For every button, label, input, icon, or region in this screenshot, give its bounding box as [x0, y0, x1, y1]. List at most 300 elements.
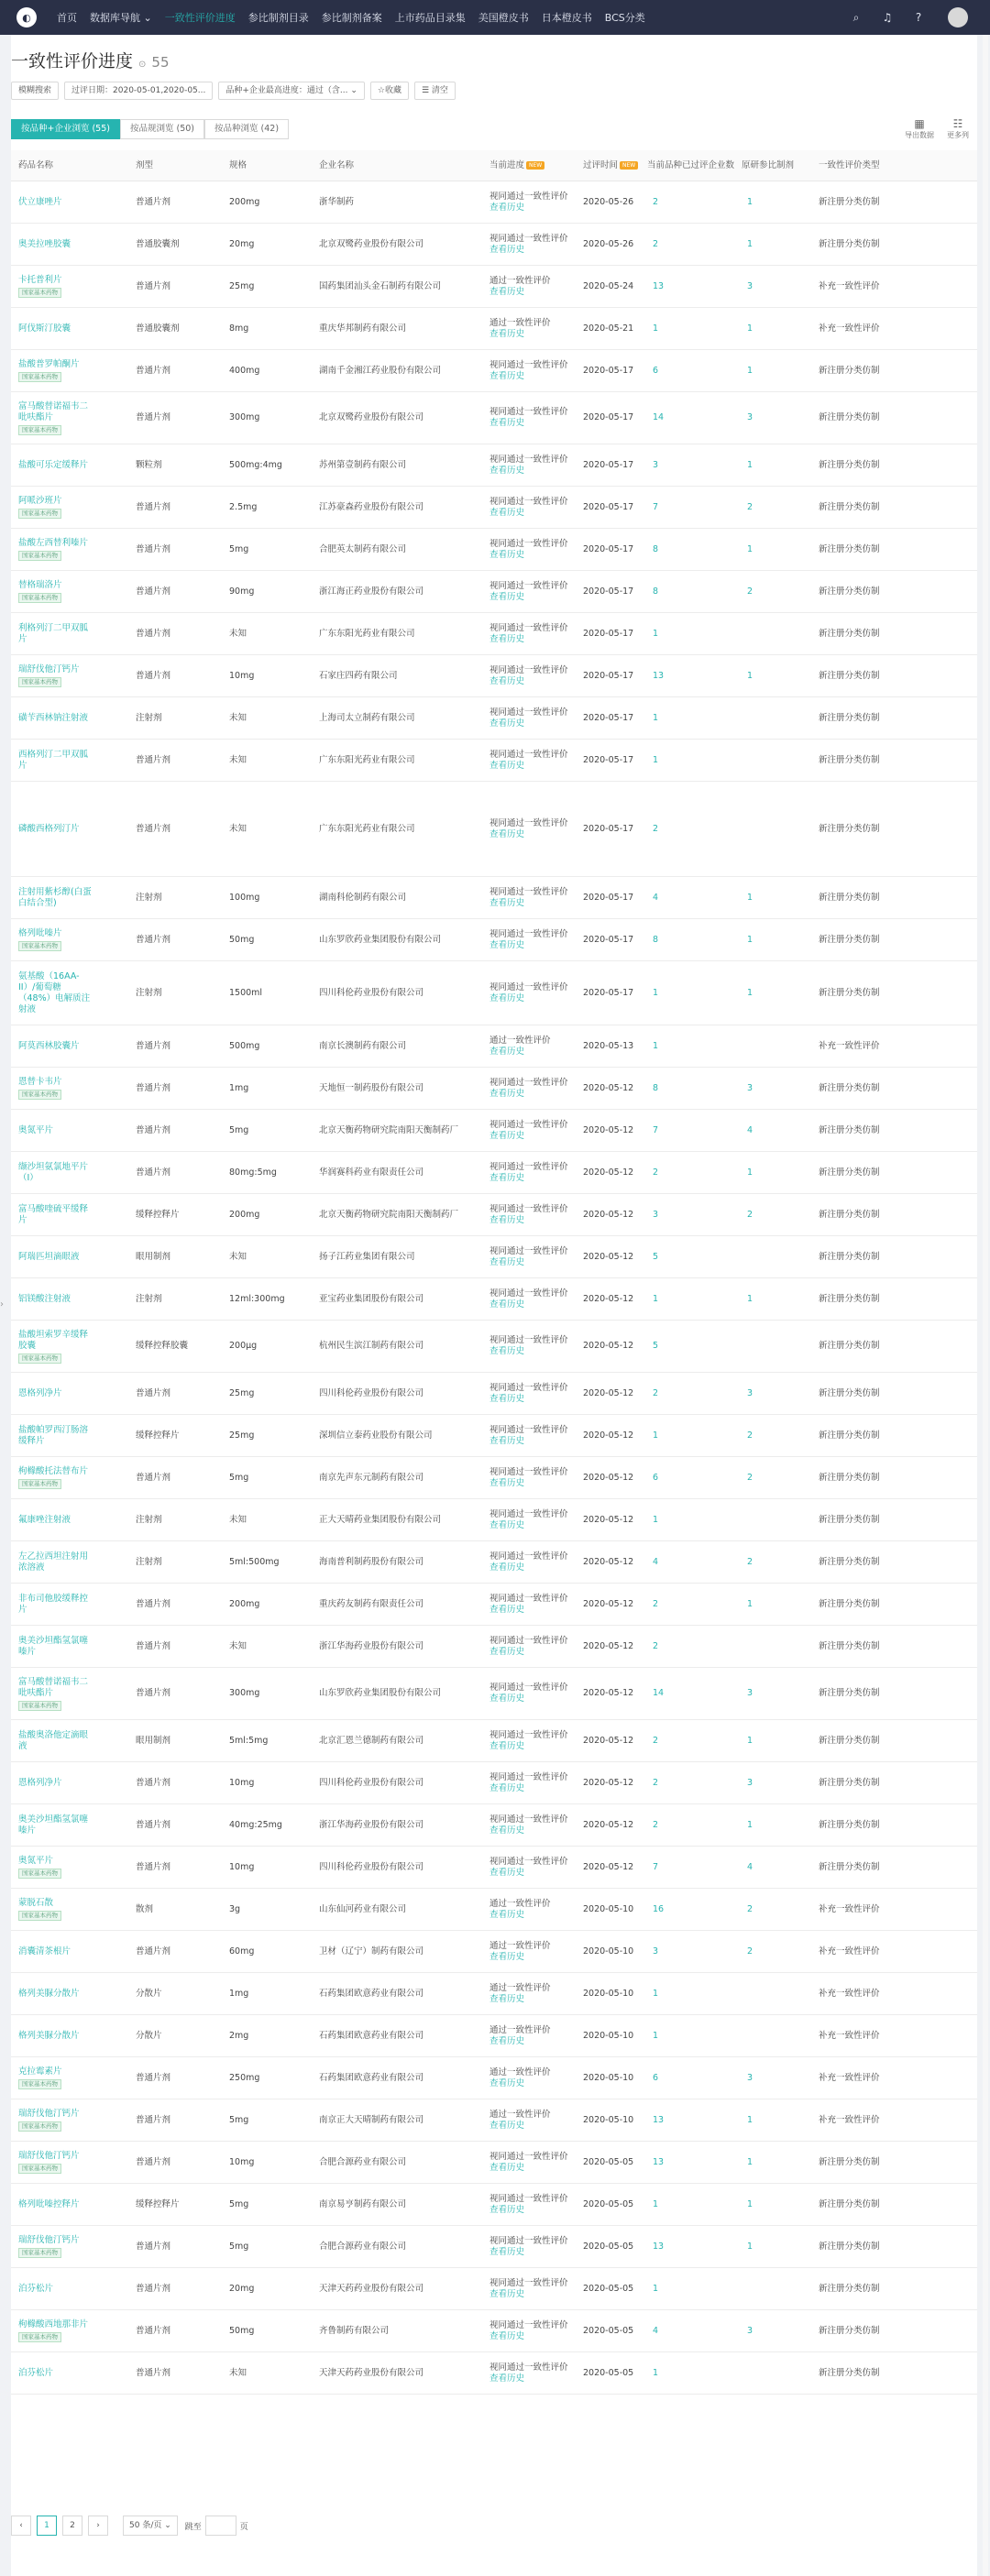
company-count-link[interactable]: 1: [653, 987, 659, 998]
company-count-link[interactable]: 1: [653, 2367, 659, 2378]
nav-item-5[interactable]: 上市药品目录集: [394, 12, 466, 24]
drug-name-link[interactable]: 胶囊: [18, 1340, 37, 1351]
drug-name-link[interactable]: 西格列汀二甲双胍: [18, 749, 89, 760]
reference-count-link[interactable]: 1: [747, 1819, 754, 1830]
company-count-link[interactable]: 1: [653, 1430, 659, 1441]
company-count-link[interactable]: 1: [653, 2198, 659, 2209]
reference-count-link[interactable]: 2: [747, 1903, 754, 1914]
drug-name-link[interactable]: 盐酸可乐定缓释片: [18, 459, 89, 470]
drug-name-link[interactable]: 阿伐斯汀胶囊: [18, 323, 72, 334]
drug-name-link[interactable]: 左乙拉西坦注射用: [18, 1551, 89, 1562]
column-header-3[interactable]: 企业名称: [319, 160, 355, 170]
drug-name-link[interactable]: 浓溶液: [18, 1562, 45, 1573]
reference-count-link[interactable]: 3: [747, 1777, 754, 1788]
drug-name-link[interactable]: 恩格列净片: [18, 1777, 62, 1788]
column-header-1[interactable]: 剂型: [136, 160, 154, 170]
drug-name-link[interactable]: 吡呋酯片: [18, 1687, 54, 1698]
nav-item-7[interactable]: 日本橙皮书: [541, 12, 592, 24]
dosage-form-cell: [136, 919, 224, 960]
view-history-link[interactable]: 查看历史: [490, 286, 525, 297]
collapse-handle-icon[interactable]: ›: [0, 1299, 4, 1310]
drug-name-link[interactable]: 格列吡嗪片: [18, 928, 62, 938]
column-header-4[interactable]: 当前进度 NEW: [490, 150, 579, 181]
view-history-link[interactable]: 查看历史: [490, 244, 525, 255]
reference-count-link[interactable]: 3: [747, 2072, 754, 2083]
dosage-form: 普通片剂: [136, 628, 171, 639]
company-count-link[interactable]: 1: [653, 1040, 659, 1051]
status-cell: [490, 2015, 579, 2056]
drug-name-cell: [18, 1720, 128, 1761]
reference-count-link[interactable]: 2: [747, 1472, 754, 1483]
drug-name-link[interactable]: 恩替卡韦片: [18, 1077, 62, 1087]
reference-count-cell: [747, 2184, 820, 2225]
drug-name-link[interactable]: 枸橼酸西地那非片: [18, 2319, 89, 2329]
company-count-link[interactable]: 8: [653, 543, 659, 554]
notification-icon[interactable]: ♫: [882, 11, 893, 24]
drug-name-link[interactable]: 液: [18, 1740, 28, 1751]
company-count-link[interactable]: 8: [653, 934, 659, 945]
company-count-link[interactable]: 16: [653, 1903, 665, 1914]
drug-name-link[interactable]: 阿瑞匹坦滴眼液: [18, 1251, 80, 1262]
drug-name-link[interactable]: 吡呋酯片: [18, 411, 54, 422]
reference-count-link[interactable]: 3: [747, 412, 754, 422]
dosage-form: 散剂: [136, 1903, 154, 1914]
reference-count-cell: [747, 1668, 820, 1719]
view-history-link[interactable]: 查看历史: [490, 1088, 525, 1099]
drug-name-link[interactable]: 阿哌沙班片: [18, 496, 62, 506]
table-row: [11, 350, 977, 392]
company-count-link[interactable]: 6: [653, 365, 659, 376]
date-cell: [583, 1194, 644, 1235]
dosage-form-cell: [136, 308, 224, 349]
drug-name-link[interactable]: 氟康唑注射液: [18, 1514, 72, 1525]
reference-count-link[interactable]: 4: [747, 1124, 754, 1135]
reference-count-link[interactable]: 1: [747, 1735, 754, 1746]
app-logo[interactable]: ◐: [16, 7, 37, 27]
view-history-link[interactable]: 查看历史: [490, 1782, 525, 1793]
column-header-8[interactable]: 一致性评价类型: [819, 160, 880, 170]
date-cell: [583, 1847, 644, 1888]
view-history-link[interactable]: 查看历史: [490, 2246, 525, 2257]
page-size-select[interactable]: 50 条/页 ⌄: [123, 2516, 178, 2536]
nav-item-8[interactable]: BCS分类: [604, 12, 645, 24]
nav-item-3[interactable]: 参比制剂目录: [248, 12, 309, 24]
company-count-link[interactable]: 1: [653, 2030, 659, 2041]
filter-chip-4[interactable]: ☰ 清空: [414, 82, 456, 100]
table-row: [11, 2268, 977, 2310]
view-history-link[interactable]: 查看历史: [490, 1172, 525, 1183]
company-count-cell: [653, 2184, 744, 2225]
drug-name-link[interactable]: 嗪片: [18, 1646, 37, 1657]
drug-name-link[interactable]: 枸橼酸托法替布片: [18, 1466, 89, 1476]
drug-name-link[interactable]: 瑞舒伐他汀钙片: [18, 2109, 80, 2119]
main-nav: [57, 10, 658, 25]
page-button-2[interactable]: 2: [62, 2516, 82, 2536]
view-history-link[interactable]: 查看历史: [490, 1046, 525, 1057]
drug-name-link[interactable]: 射液: [18, 1003, 37, 1014]
company-count-link[interactable]: 1: [653, 628, 659, 639]
status-cell: [490, 1720, 579, 1761]
view-history-link[interactable]: 查看历史: [490, 1214, 525, 1225]
approval-date: 2020-05-05: [583, 2283, 634, 2294]
drug-name-link[interactable]: 卡托普利片: [18, 275, 62, 285]
view-history-link[interactable]: 查看历史: [490, 828, 525, 839]
dosage-form: 分散片: [136, 1988, 162, 1999]
reference-count-link[interactable]: 1: [747, 2241, 754, 2252]
reference-count-link[interactable]: 1: [747, 196, 754, 207]
approval-date: 2020-05-17: [583, 987, 634, 998]
nav-item-4[interactable]: 参比制剂备案: [321, 12, 382, 24]
company-count-link[interactable]: 13: [653, 2241, 665, 2252]
drug-name-link[interactable]: 阿莫西林胶囊片: [18, 1040, 80, 1051]
tab-1[interactable]: 按品规浏览 (50): [120, 119, 204, 139]
view-history-link[interactable]: 查看历史: [490, 2162, 525, 2173]
scrollbar[interactable]: [983, 35, 988, 2576]
status-cell: [490, 1931, 579, 1972]
specification: 25mg: [229, 1387, 255, 1398]
avatar[interactable]: [948, 7, 968, 27]
company-count-link[interactable]: 14: [653, 1688, 665, 1698]
nav-item-6[interactable]: 美国橙皮书: [478, 12, 529, 24]
view-history-link[interactable]: 查看历史: [490, 549, 525, 560]
search-icon[interactable]: ⌕: [852, 11, 860, 24]
view-history-link[interactable]: 查看历史: [490, 2035, 525, 2046]
company-name-cell: [319, 697, 484, 739]
reference-count-link[interactable]: 1: [747, 2156, 754, 2167]
dosage-form-cell: [136, 529, 224, 570]
drug-name-link[interactable]: 盐酸坦索罗辛缓释: [18, 1329, 89, 1340]
company-count-link[interactable]: 5: [653, 1251, 659, 1262]
drug-name-link[interactable]: 替格瑞洛片: [18, 580, 62, 590]
info-icon[interactable]: ⊙: [138, 60, 147, 70]
drug-name-link[interactable]: 缬沙坦氨氯地平片: [18, 1161, 89, 1172]
reference-count-link[interactable]: 1: [747, 2198, 754, 2209]
column-header-2[interactable]: 规格: [229, 160, 248, 170]
reference-count-link[interactable]: 2: [747, 586, 754, 597]
dosage-form: 普通片剂: [136, 2367, 171, 2378]
reference-count-link[interactable]: 4: [747, 1861, 754, 1872]
table-row: [11, 1762, 977, 1804]
view-history-link[interactable]: 查看历史: [490, 2204, 525, 2215]
drug-name-link[interactable]: 盐酸帕罗西汀肠溶: [18, 1424, 89, 1435]
company-name: 北京天衡药物研究院南阳天衡制药厂: [319, 1209, 459, 1220]
company-count-link[interactable]: 2: [653, 1819, 659, 1830]
view-history-link[interactable]: 查看历史: [490, 1909, 525, 1920]
company-count-link[interactable]: 2: [653, 1735, 659, 1746]
company-count-link[interactable]: 2: [653, 1598, 659, 1609]
company-count-link[interactable]: 6: [653, 2072, 659, 2083]
drug-name-link[interactable]: 盐酸奥洛他定滴眼: [18, 1729, 89, 1740]
view-history-link[interactable]: 查看历史: [490, 1740, 525, 1751]
company-count-link[interactable]: 4: [653, 892, 659, 903]
view-history-link[interactable]: 查看历史: [490, 718, 525, 729]
approval-date: 2020-05-17: [583, 628, 634, 639]
drug-name-link[interactable]: 奥美沙坦酯氢氯噻: [18, 1635, 89, 1646]
reference-count-link[interactable]: 1: [747, 2114, 754, 2125]
jump-page-input[interactable]: [205, 2516, 236, 2536]
view-history-link[interactable]: 查看历史: [490, 1130, 525, 1141]
view-history-link[interactable]: 查看历史: [490, 370, 525, 381]
reference-count-link[interactable]: 3: [747, 1688, 754, 1698]
reference-count-link[interactable]: 1: [747, 892, 754, 903]
company-count-link[interactable]: 2: [653, 1167, 659, 1178]
view-history-link[interactable]: 查看历史: [490, 507, 525, 518]
company-count-link[interactable]: 2: [653, 1387, 659, 1398]
view-history-link[interactable]: 查看历史: [490, 1435, 525, 1446]
company-count-link[interactable]: 7: [653, 501, 659, 512]
help-icon[interactable]: ?: [915, 11, 922, 24]
view-history-link[interactable]: 查看历史: [490, 1256, 525, 1267]
drug-name-link[interactable]: 恩格列净片: [18, 1387, 62, 1398]
reference-count-link[interactable]: 1: [747, 238, 754, 249]
drug-name-link[interactable]: 铝镁酸注射液: [18, 1293, 72, 1304]
approval-date: 2020-05-12: [583, 1640, 634, 1651]
reference-count-link[interactable]: 3: [747, 280, 754, 291]
drug-name-link[interactable]: 富马酸喹硫平缓释: [18, 1203, 89, 1214]
approval-date: 2020-05-12: [583, 1124, 634, 1135]
tool-button-0[interactable]: [900, 117, 939, 140]
column-header-7[interactable]: 原研参比制剂: [742, 160, 795, 170]
view-history-link[interactable]: 查看历史: [490, 1993, 525, 2004]
company-count-link[interactable]: 13: [653, 2114, 665, 2125]
view-history-link[interactable]: 查看历史: [490, 2373, 525, 2384]
reference-count-link[interactable]: 1: [747, 459, 754, 470]
view-history-link[interactable]: 查看历史: [490, 1562, 525, 1573]
column-header-0[interactable]: 药品名称: [18, 160, 54, 170]
nav-item-0[interactable]: 首页: [57, 12, 77, 24]
drug-name-link[interactable]: 利格列汀二甲双胍: [18, 622, 89, 633]
drug-name-link[interactable]: 克拉霉素片: [18, 2066, 62, 2077]
reference-count-link[interactable]: 1: [747, 323, 754, 334]
drug-name-link[interactable]: 奥氮平片: [18, 1124, 54, 1135]
company-name: 北京双鹭药业股份有限公司: [319, 238, 424, 249]
reference-count-link[interactable]: 1: [747, 1598, 754, 1609]
company-count-link[interactable]: 1: [653, 323, 659, 334]
drug-name-link[interactable]: 泊芬松片: [18, 2367, 54, 2378]
view-history-link[interactable]: 查看历史: [490, 465, 525, 476]
reference-count-link[interactable]: 3: [747, 2325, 754, 2336]
next-page-button[interactable]: ›: [88, 2516, 108, 2536]
drug-name-link[interactable]: 非布司他胶缓释控: [18, 1593, 89, 1604]
company-count-link[interactable]: 7: [653, 1124, 659, 1135]
company-count-link[interactable]: 3: [653, 459, 659, 470]
company-name: 江苏豪森药业股份有限公司: [319, 501, 424, 512]
tab-0[interactable]: 按品种+企业浏览 (55): [11, 119, 120, 139]
reference-count-link[interactable]: 1: [747, 934, 754, 945]
drug-name-link[interactable]: 伏立康唑片: [18, 196, 62, 207]
evaluation-type: 新注册分类仿制: [819, 1556, 880, 1567]
drug-name-cell: [18, 1373, 128, 1414]
drug-name-link[interactable]: 片: [18, 1214, 28, 1225]
company-count-link[interactable]: 1: [653, 754, 659, 765]
dosage-form-cell: [136, 2099, 224, 2141]
specification-cell: [229, 181, 314, 223]
view-history-link[interactable]: 查看历史: [490, 1694, 525, 1704]
drug-name-link[interactable]: 注射用紫杉醇(白蛋: [18, 886, 92, 897]
nav-item-1[interactable]: 数据库导航 ⌄: [90, 12, 152, 24]
reference-count-link[interactable]: 1: [747, 543, 754, 554]
page-button-1[interactable]: 1: [37, 2516, 57, 2536]
view-history-link[interactable]: 查看历史: [490, 2120, 525, 2131]
company-count-link[interactable]: 2: [653, 238, 659, 249]
reference-count-link[interactable]: 3: [747, 1387, 754, 1398]
status-cell: [490, 877, 579, 918]
reference-count-link[interactable]: 1: [747, 987, 754, 998]
company-count-link[interactable]: 3: [653, 1209, 659, 1220]
approval-date: 2020-05-24: [583, 280, 634, 291]
view-history-link[interactable]: 查看历史: [490, 418, 525, 428]
view-history-link[interactable]: 查看历史: [490, 328, 525, 339]
view-history-link[interactable]: 查看历史: [490, 591, 525, 602]
company-count-link[interactable]: 6: [653, 1472, 659, 1483]
company-count-link[interactable]: 2: [653, 1640, 659, 1651]
company-count-link[interactable]: 1: [653, 2283, 659, 2294]
specification-cell: [229, 1762, 314, 1803]
view-history-link[interactable]: 查看历史: [490, 202, 525, 213]
specification: 未知: [229, 2367, 248, 2378]
company-count-link[interactable]: 2: [653, 1777, 659, 1788]
date-cell: [583, 2184, 644, 2225]
evaluation-type-cell: [819, 655, 919, 696]
column-header-5[interactable]: 过评时间 NEW: [583, 150, 644, 181]
tool-button-1[interactable]: [939, 117, 977, 140]
reference-count-link[interactable]: 2: [747, 1209, 754, 1220]
company-count-link[interactable]: 8: [653, 586, 659, 597]
company-count-link[interactable]: 2: [653, 823, 659, 834]
view-history-link[interactable]: 查看历史: [490, 1825, 525, 1836]
reference-count-link[interactable]: 1: [747, 1293, 754, 1304]
view-history-link[interactable]: 查看历史: [490, 1477, 525, 1488]
reference-count-link[interactable]: 2: [747, 1946, 754, 1957]
company-count-link[interactable]: 1: [653, 712, 659, 723]
drug-name-link[interactable]: 盐酸左西替利嗪片: [18, 538, 89, 548]
view-history-link[interactable]: 查看历史: [490, 1299, 525, 1310]
drug-name-link[interactable]: 白结合型): [18, 897, 57, 908]
drug-name-link[interactable]: （48%）电解质注: [18, 992, 91, 1003]
drug-name-link[interactable]: 富马酸替诺福韦二: [18, 1676, 89, 1687]
drug-name-link[interactable]: 蒙脱石散: [18, 1898, 54, 1908]
filter-chip-1[interactable]: 过评日期：2020-05-01,2020-05...: [64, 82, 213, 100]
drug-name-link[interactable]: 奥美沙坦酯氢氯噻: [18, 1814, 89, 1825]
reference-count-link[interactable]: 1: [747, 670, 754, 681]
page-title: 一致性评价进度: [11, 51, 134, 71]
company-count-link[interactable]: 4: [653, 2325, 659, 2336]
drug-name-link[interactable]: 磺苄西林钠注射液: [18, 712, 89, 723]
drug-name-link[interactable]: 富马酸替诺福韦二: [18, 400, 89, 411]
drug-name-link[interactable]: 片: [18, 633, 28, 644]
reference-count-link[interactable]: 1: [747, 1167, 754, 1178]
view-history-link[interactable]: 查看历史: [490, 897, 525, 908]
view-history-link[interactable]: 查看历史: [490, 992, 525, 1003]
dosage-form: 普通片剂: [136, 670, 171, 681]
view-history-link[interactable]: 查看历史: [490, 1604, 525, 1615]
reference-count-link[interactable]: 2: [747, 501, 754, 512]
company-count-link[interactable]: 2: [653, 196, 659, 207]
drug-name-link[interactable]: 奥氮平片: [18, 1856, 54, 1866]
essential-drug-tag: 国家基本药物: [18, 1090, 61, 1100]
specification-cell: [229, 1804, 314, 1846]
filter-chip-3[interactable]: ☆收藏: [370, 82, 409, 100]
drug-name-link[interactable]: 片: [18, 760, 28, 771]
view-history-link[interactable]: 查看历史: [490, 633, 525, 644]
drug-name-link[interactable]: 瑞舒伐他汀钙片: [18, 664, 80, 674]
view-history-link[interactable]: 查看历史: [490, 1346, 525, 1356]
view-history-link[interactable]: 查看历史: [490, 1867, 525, 1878]
company-name-cell: [319, 2310, 484, 2351]
drug-name-link[interactable]: 盐酸普罗帕酮片: [18, 359, 80, 369]
evaluation-type: 新注册分类仿制: [819, 1861, 880, 1872]
drug-name-link[interactable]: 泊芬松片: [18, 2283, 54, 2294]
prev-page-button[interactable]: ‹: [11, 2516, 31, 2536]
company-count-link[interactable]: 5: [653, 1341, 659, 1351]
view-history-link[interactable]: 查看历史: [490, 939, 525, 950]
nav-item-2[interactable]: 一致性评价进度: [164, 12, 236, 24]
view-history-link[interactable]: 查看历史: [490, 1393, 525, 1404]
filter-chip-2[interactable]: 品种+企业最高进度：通过（含... ⌄: [218, 82, 365, 100]
company-count-link[interactable]: 7: [653, 1861, 659, 1872]
company-name-cell: [319, 877, 484, 918]
company-name-cell: [319, 1584, 484, 1625]
company-count-link[interactable]: 8: [653, 1082, 659, 1093]
drug-name-link[interactable]: 氨基酸（16AA-: [18, 970, 80, 981]
drug-name-link[interactable]: 瑞舒伐他汀钙片: [18, 2151, 80, 2161]
company-count-link[interactable]: 13: [653, 2156, 665, 2167]
tab-2[interactable]: 按品种浏览 (42): [204, 119, 289, 139]
view-history-link[interactable]: 查看历史: [490, 1951, 525, 1962]
company-count-link[interactable]: 3: [653, 1946, 659, 1957]
company-count-link[interactable]: 1: [653, 1988, 659, 1999]
drug-name-link[interactable]: 消囊清茶根片: [18, 1946, 72, 1957]
view-history-link[interactable]: 查看历史: [490, 675, 525, 686]
company-name-cell: [319, 1415, 484, 1456]
company-count-link[interactable]: 1: [653, 1514, 659, 1525]
specification: 3g: [229, 1903, 241, 1914]
drug-name-link[interactable]: 格列美脲分散片: [18, 2030, 80, 2041]
reference-count-link[interactable]: 2: [747, 1556, 754, 1567]
reference-count-link[interactable]: 2: [747, 1430, 754, 1441]
view-history-link[interactable]: 查看历史: [490, 2077, 525, 2088]
company-count-link[interactable]: 13: [653, 670, 665, 681]
drug-name-link[interactable]: （I）: [18, 1172, 38, 1183]
view-history-link[interactable]: 查看历史: [490, 2288, 525, 2299]
drug-name-link[interactable]: 磷酸西格列汀片: [18, 823, 80, 834]
date-cell: [583, 2226, 644, 2267]
drug-name-link[interactable]: 片: [18, 1604, 28, 1615]
reference-count-link[interactable]: 3: [747, 1082, 754, 1093]
view-history-link[interactable]: 查看历史: [490, 1646, 525, 1657]
company-count-link[interactable]: 1: [653, 1293, 659, 1304]
reference-count-link[interactable]: 1: [747, 365, 754, 376]
drug-name-link[interactable]: 嗪片: [18, 1825, 37, 1836]
view-history-link[interactable]: 查看历史: [490, 2330, 525, 2341]
drug-name-link[interactable]: 奥美拉唑胶囊: [18, 238, 72, 249]
drug-name-link[interactable]: 缓释片: [18, 1435, 45, 1446]
view-history-link[interactable]: 查看历史: [490, 1519, 525, 1530]
export-icon: ▦: [914, 117, 925, 130]
drug-name-link[interactable]: 格列美脲分散片: [18, 1988, 80, 1999]
drug-name-link[interactable]: 瑞舒伐他汀钙片: [18, 2235, 80, 2245]
view-history-link[interactable]: 查看历史: [490, 760, 525, 771]
drug-name-link[interactable]: II）/葡萄糖: [18, 981, 61, 992]
company-count-link[interactable]: 14: [653, 412, 665, 422]
company-count-link[interactable]: 4: [653, 1556, 659, 1567]
company-count-cell: [653, 2015, 744, 2056]
drug-name-link[interactable]: 格列吡嗪控释片: [18, 2198, 80, 2209]
status-cell: [490, 2184, 579, 2225]
filter-chip-0[interactable]: 模糊搜索: [11, 82, 59, 100]
company-count-link[interactable]: 13: [653, 280, 665, 291]
column-header-6[interactable]: 当前品种已过评企业数: [647, 160, 735, 170]
